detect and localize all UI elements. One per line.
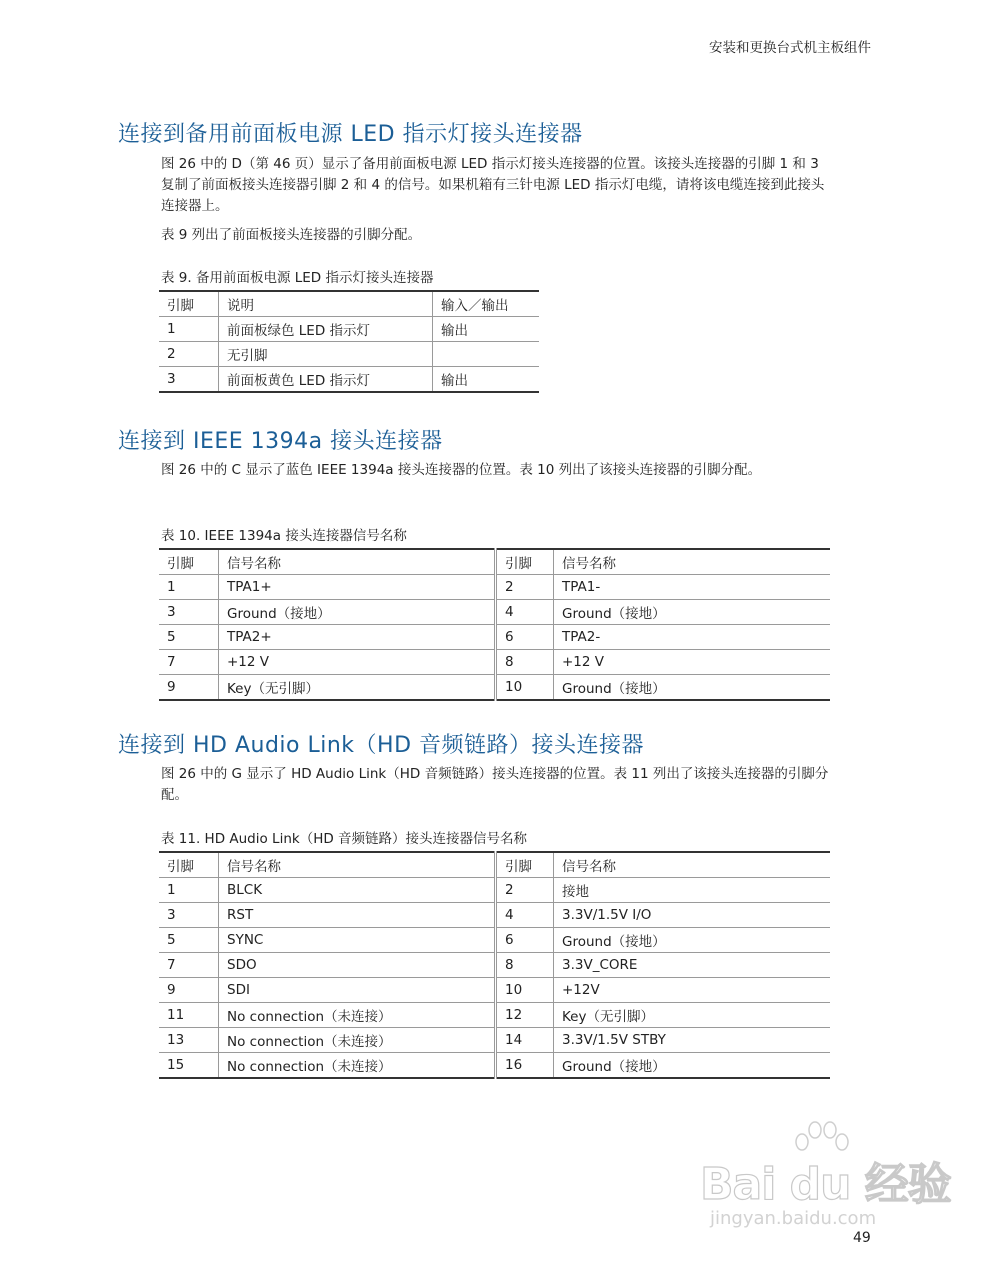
table-row: [159, 367, 539, 393]
table-row: [159, 1028, 830, 1053]
column-header: 信号名称: [219, 549, 496, 575]
table-cell: 16: [496, 1053, 554, 1079]
table-cell: RST: [219, 903, 496, 928]
table-row: [159, 650, 830, 675]
table-cell: +12 V: [219, 650, 496, 675]
table-cell: 8: [496, 953, 554, 978]
paragraph: 图 26 中的 D（第 46 页）显示了备用前面板电源 LED 指示灯接头连接器的位置。该接头连接器的引脚 1 和 3 复制了前面板接头连接器引脚 2 和 4 的信号。如果机箱有三针电源 LED 指示灯电缆，请将该电缆连接到此接头连接器上。: [161, 156, 825, 214]
table-row: [159, 342, 539, 367]
column-header: 引脚: [159, 852, 219, 878]
table-cell: 7: [159, 650, 219, 675]
table-row: [159, 878, 830, 903]
column-header: 引脚: [496, 549, 554, 575]
column-header: 信号名称: [554, 852, 831, 878]
page-header: 安装和更换台式机主板组件: [709, 40, 871, 56]
table-cell: Ground（接地）: [554, 928, 831, 953]
table-cell: 1: [159, 317, 219, 342]
table-cell: 9: [159, 978, 219, 1003]
table-cell: 无引脚: [219, 342, 433, 367]
table-row: [159, 928, 830, 953]
table-front-panel-led: [159, 290, 539, 393]
table-caption: 表 11. HD Audio Link（HD 音频链路）接头连接器信号名称: [161, 831, 528, 847]
table-cell: 1: [159, 878, 219, 903]
table-row: [159, 1053, 830, 1079]
table-cell: 6: [496, 625, 554, 650]
table-cell: 10: [496, 978, 554, 1003]
table-caption: 表 10. IEEE 1394a 接头连接器信号名称: [161, 528, 407, 544]
table-row: [159, 600, 830, 625]
table-cell: 3: [159, 903, 219, 928]
watermark-url: jingyan.baidu.com: [710, 1208, 877, 1229]
baidu-jingyan-watermark: [700, 1140, 951, 1240]
table-cell: 3.3V/1.5V I/O: [554, 903, 831, 928]
table-cell: 10: [496, 675, 554, 701]
table-row: [159, 625, 830, 650]
table-cell: SDO: [219, 953, 496, 978]
table-cell: 13: [159, 1028, 219, 1053]
table-row: [159, 317, 539, 342]
paragraph: 表 9 列出了前面板接头连接器的引脚分配。: [161, 227, 422, 243]
table-cell: 3: [159, 367, 219, 393]
column-header: 引脚: [159, 291, 219, 317]
table-row: [159, 978, 830, 1003]
table-cell: 前面板黄色 LED 指示灯: [219, 367, 433, 393]
table-row: [159, 903, 830, 928]
table-cell: TPA2-: [554, 625, 831, 650]
table-cell: [433, 342, 540, 367]
table-row: [159, 675, 830, 701]
table-cell: 2: [159, 342, 219, 367]
table-cell: TPA2+: [219, 625, 496, 650]
table-header-row: [159, 852, 830, 878]
table-cell: 6: [496, 928, 554, 953]
table-row: [159, 575, 830, 600]
table-cell: 4: [496, 903, 554, 928]
column-header: 信号名称: [219, 852, 496, 878]
table-cell: Key（无引脚）: [554, 1003, 831, 1028]
table-cell: 9: [159, 675, 219, 701]
table-cell: 输出: [433, 317, 540, 342]
table-cell: 输出: [433, 367, 540, 393]
section-title-hd-audio-link: 连接到 HD Audio Link（HD 音频链路）接头连接器: [118, 733, 645, 758]
table-cell: 12: [496, 1003, 554, 1028]
table-cell: 前面板绿色 LED 指示灯: [219, 317, 433, 342]
table-cell: SDI: [219, 978, 496, 1003]
column-header: 引脚: [159, 549, 219, 575]
table-cell: 15: [159, 1053, 219, 1079]
table-cell: No connection（未连接）: [219, 1053, 496, 1079]
table-cell: No connection（未连接）: [219, 1003, 496, 1028]
table-cell: 5: [159, 625, 219, 650]
table-row: [159, 953, 830, 978]
table-cell: No connection（未连接）: [219, 1028, 496, 1053]
page-number: 49: [853, 1230, 871, 1246]
table-cell: 14: [496, 1028, 554, 1053]
table-cell: TPA1-: [554, 575, 831, 600]
paragraph: 图 26 中的 C 显示了蓝色 IEEE 1394a 接头连接器的位置。表 10 列出了该接头连接器的引脚分配。: [161, 462, 762, 478]
table-cell: Ground（接地）: [554, 600, 831, 625]
table-cell: +12 V: [554, 650, 831, 675]
table-cell: 8: [496, 650, 554, 675]
table-cell: TPA1+: [219, 575, 496, 600]
table-cell: 2: [496, 878, 554, 903]
section-title-ieee1394a: 连接到 IEEE 1394a 接头连接器: [118, 429, 443, 454]
table-row: [159, 1003, 830, 1028]
watermark-brand: Bai du 经验: [700, 1159, 951, 1210]
table-cell: 4: [496, 600, 554, 625]
table-cell: 5: [159, 928, 219, 953]
table-cell: Ground（接地）: [219, 600, 496, 625]
table-cell: 3: [159, 600, 219, 625]
table-header-row: [159, 291, 539, 317]
table-caption: 表 9. 备用前面板电源 LED 指示灯接头连接器: [161, 270, 434, 286]
table-cell: Key（无引脚）: [219, 675, 496, 701]
table-cell: 2: [496, 575, 554, 600]
table-cell: SYNC: [219, 928, 496, 953]
table-ieee1394a: [159, 548, 830, 701]
column-header: 输入／输出: [433, 291, 540, 317]
column-header: 说明: [219, 291, 433, 317]
table-cell: 7: [159, 953, 219, 978]
table-cell: 11: [159, 1003, 219, 1028]
table-cell: 接地: [554, 878, 831, 903]
table-cell: BLCK: [219, 878, 496, 903]
table-hd-audio-link: [159, 851, 830, 1079]
table-cell: 3.3V_CORE: [554, 953, 831, 978]
table-cell: 1: [159, 575, 219, 600]
column-header: 引脚: [496, 852, 554, 878]
table-cell: Ground（接地）: [554, 1053, 831, 1079]
paragraph: 图 26 中的 G 显示了 HD Audio Link（HD 音频链路）接头连接器的位置。表 11 列出了该接头连接器的引脚分配。: [161, 766, 829, 803]
table-cell: Ground（接地）: [554, 675, 831, 701]
table-cell: 3.3V/1.5V STBY: [554, 1028, 831, 1053]
table-header-row: [159, 549, 830, 575]
section-title-front-panel-led: 连接到备用前面板电源 LED 指示灯接头连接器: [118, 122, 583, 147]
column-header: 信号名称: [554, 549, 831, 575]
table-cell: +12V: [554, 978, 831, 1003]
